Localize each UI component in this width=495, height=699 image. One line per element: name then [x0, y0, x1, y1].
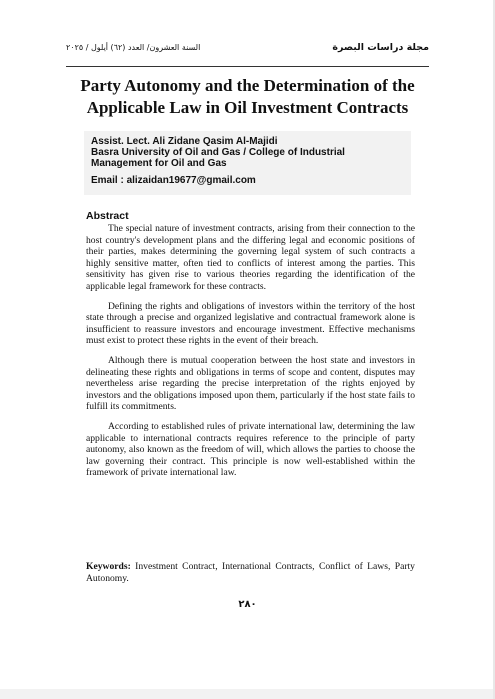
journal-name: مجلة دراسات البصرة	[332, 42, 429, 53]
header-rule	[66, 66, 429, 67]
keywords-text: Investment Contract, International Contracts, Conflict of Laws, Party Autonomy.	[86, 561, 415, 584]
author-name: Assist. Lect. Ali Zidane Qasim Al-Majidi	[91, 136, 278, 147]
author-affiliation-line-1: Basra University of Oil and Gas / College of Industrial	[91, 147, 345, 158]
keywords-label: Keywords:	[86, 561, 131, 572]
keywords	[86, 561, 415, 584]
author-block	[91, 136, 345, 186]
page-bottom-strip	[0, 689, 495, 699]
author-affiliation-line-2: Management for Oil and Gas	[91, 158, 227, 169]
author-email: Email : alizaidan19677@gmail.com	[91, 175, 256, 186]
page-number: ٢٨٠	[238, 599, 257, 610]
abstract-paragraph: The special nature of investment contracts, arising from their connection to the host country's development plans and the differing legal and economic positions of their parties, makes determining the governing legal system of such contracts a highly sensitive matter, often tied to conflicts of interest among the parties. This sensitivity has given rise to various theories regarding the identification of the applicable legal framework for these contracts.	[86, 223, 415, 292]
paper-title: Party Autonomy and the Determination of the Applicable Law in Oil Investment Contracts	[80, 76, 415, 117]
running-header	[66, 40, 429, 60]
abstract-paragraph: According to established rules of private international law, determining the law applicable to international contracts requires reference to the principle of party autonomy, also known as the freedom of will, which allows the parties to choose the law governing their contract. This principle is now well-established within the framework of private international law.	[86, 420, 415, 479]
abstract-paragraph: Although there is mutual cooperation between the host state and investors in delineating these rights and obligations in terms of scope and content, disputes may nevertheless arise regarding the precise interpretation of the rights enjoyed by investors and the obligations imposed upon them, particularly if the host state fails to fulfill its commitments.	[86, 354, 415, 413]
abstract-body	[86, 223, 415, 487]
issue-info: السنة العشرون/ العدد (٦٢) أيلول / ٢٠٢٥	[66, 43, 201, 52]
abstract-paragraph: Defining the rights and obligations of investors within the territory of the host state through a precise and organized legislative and contractual framework alone is insufficient to reassure investors and encourage investment. Effective mechanisms must exist to protect these rights in the event of their breach.	[86, 300, 415, 347]
abstract-heading: Abstract	[86, 210, 129, 222]
